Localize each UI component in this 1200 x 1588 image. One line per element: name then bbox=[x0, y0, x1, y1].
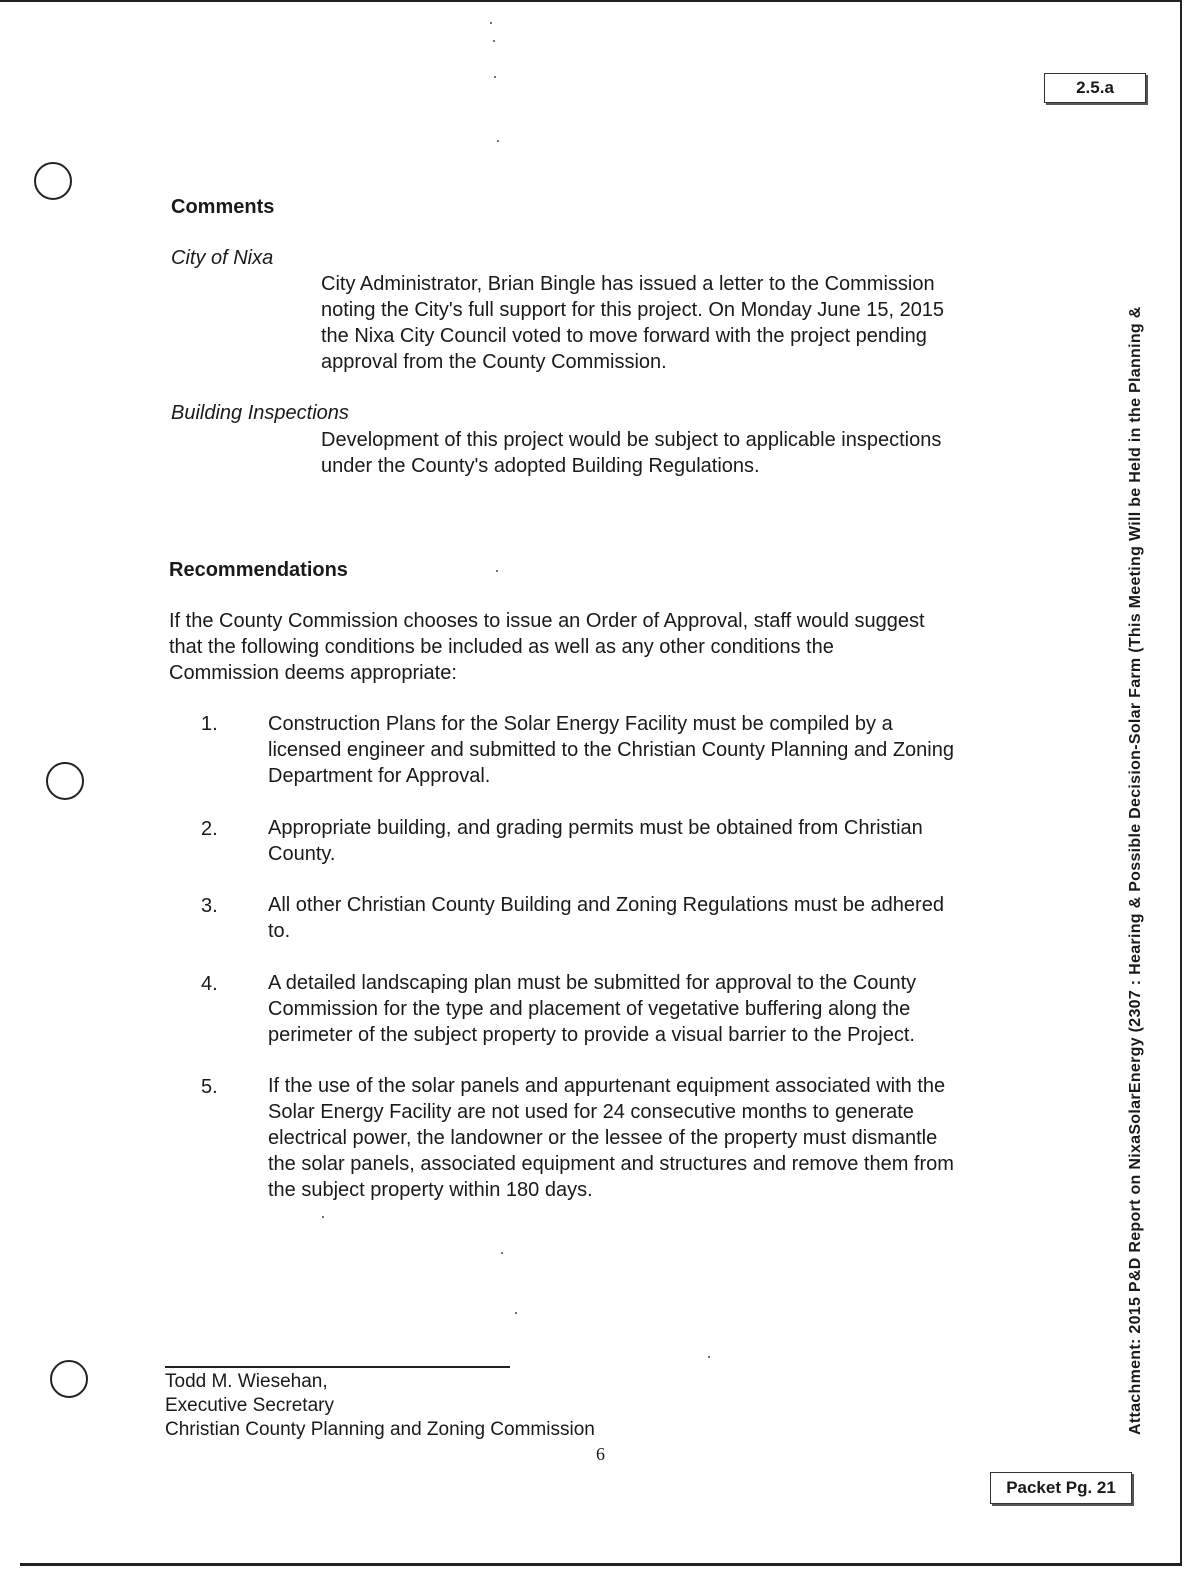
page-border-top bbox=[0, 0, 1182, 2]
section-title-city-of-nixa: City of Nixa bbox=[171, 247, 274, 269]
text-line: A detailed landscaping plan must be submitted for approval to the County bbox=[268, 972, 917, 994]
scan-speck bbox=[322, 1216, 324, 1218]
condition-number: 1. bbox=[201, 713, 218, 735]
text-line: If the use of the solar panels and appurtenant equipment associated with the bbox=[268, 1075, 946, 1097]
section-title-building-inspections: Building Inspections bbox=[171, 402, 349, 424]
signatory-organization: Christian County Planning and Zoning Commission bbox=[165, 1419, 595, 1440]
page-border-bottom bbox=[20, 1563, 1182, 1566]
condition-text bbox=[268, 892, 1043, 944]
scan-speck bbox=[496, 570, 498, 572]
text-line: Development of this project would be subject to applicable inspections bbox=[321, 429, 942, 451]
condition-number: 4. bbox=[201, 973, 218, 995]
attachment-side-caption: Attachment: 2015 P&D Report on NixaSolarEnergy (2307 : Hearing & Possible Decision-Solar Farm (This Meeting Will be Held in the Planning & bbox=[1127, 306, 1144, 1435]
text-line: noting the City's full support for this project. On Monday June 15, 2015 bbox=[321, 299, 945, 321]
condition-text bbox=[268, 815, 1043, 867]
text-line: Solar Energy Facility are not used for 24 consecutive months to generate bbox=[268, 1101, 914, 1123]
text-line: City Administrator, Brian Bingle has issued a letter to the Commission bbox=[321, 273, 935, 295]
packet-page-badge: Packet Pg. 21 bbox=[990, 1472, 1132, 1504]
text-line: Commission deems appropriate: bbox=[169, 662, 457, 684]
scan-speck bbox=[497, 140, 499, 142]
condition-text bbox=[268, 970, 1043, 1048]
scan-speck bbox=[501, 1252, 503, 1254]
condition-number: 3. bbox=[201, 895, 218, 917]
text-line: approval from the County Commission. bbox=[321, 351, 667, 373]
agenda-item-badge: 2.5.a bbox=[1044, 73, 1146, 103]
page-border-right bbox=[1180, 0, 1182, 1565]
text-line: Department for Approval. bbox=[268, 765, 491, 787]
text-line: the solar panels, associated equipment and structures and remove them from bbox=[268, 1153, 954, 1175]
condition-number: 5. bbox=[201, 1076, 218, 1098]
condition-number: 2. bbox=[201, 818, 218, 840]
text-line: Appropriate building, and grading permits must be obtained from Christian bbox=[268, 817, 923, 839]
signatory-title: Executive Secretary bbox=[165, 1395, 334, 1416]
text-line: to. bbox=[268, 920, 291, 942]
binder-hole-bottom-icon bbox=[50, 1360, 88, 1398]
signature-block bbox=[165, 1370, 595, 1442]
page-number: 6 bbox=[596, 1444, 605, 1464]
text-line: electrical power, the landowner or the lessee of the property must dismantle bbox=[268, 1127, 938, 1149]
text-line: licensed engineer and submitted to the Christian County Planning and Zoning bbox=[268, 739, 954, 761]
text-line: perimeter of the subject property to provide a visual barrier to the Project. bbox=[268, 1024, 915, 1046]
recommendations-heading: Recommendations bbox=[169, 559, 348, 581]
building-inspections-paragraph bbox=[321, 427, 941, 479]
text-line: under the County's adopted Building Regulations. bbox=[321, 455, 760, 477]
signature-line bbox=[165, 1366, 510, 1368]
binder-hole-middle-icon bbox=[46, 762, 84, 800]
scan-speck bbox=[708, 1356, 710, 1358]
comments-heading: Comments bbox=[171, 196, 275, 218]
city-of-nixa-paragraph bbox=[321, 271, 944, 375]
text-line: the subject property within 180 days. bbox=[268, 1179, 593, 1201]
binder-hole-top-icon bbox=[34, 162, 72, 200]
text-line: the Nixa City Council voted to move forward with the project pending bbox=[321, 325, 927, 347]
text-line: Construction Plans for the Solar Energy Facility must be compiled by a bbox=[268, 713, 893, 735]
recommendations-intro bbox=[169, 608, 925, 686]
text-line: that the following conditions be included as well as any other conditions the bbox=[169, 636, 834, 658]
text-line: If the County Commission chooses to issue an Order of Approval, staff would suggest bbox=[169, 610, 925, 632]
text-line: Commission for the type and placement of vegetative buffering along the bbox=[268, 998, 911, 1020]
scan-speck bbox=[490, 22, 492, 24]
scan-speck bbox=[493, 40, 495, 42]
condition-text bbox=[268, 1073, 1043, 1203]
condition-text bbox=[268, 711, 1043, 789]
text-line: All other Christian County Building and Zoning Regulations must be adhered bbox=[268, 894, 944, 916]
scan-speck bbox=[494, 76, 496, 78]
signatory-name: Todd M. Wiesehan, bbox=[165, 1371, 328, 1392]
text-line: County. bbox=[268, 843, 336, 865]
scan-speck bbox=[515, 1312, 517, 1314]
